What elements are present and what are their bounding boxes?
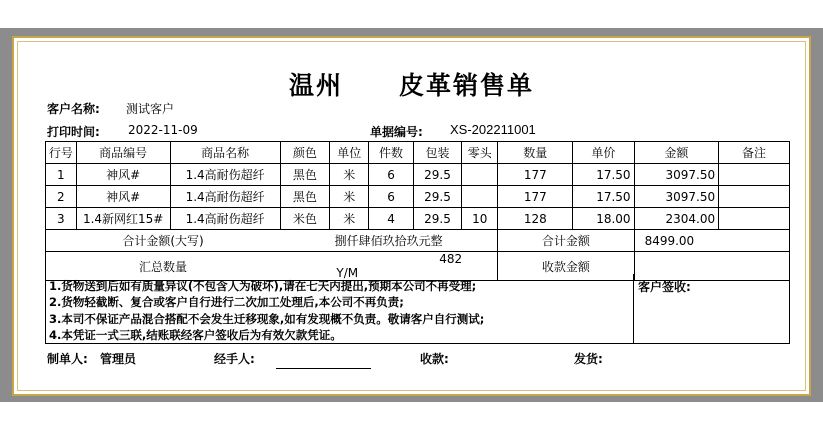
customer-value: 测试客户	[126, 102, 175, 116]
total-upper-label: 合计金额(大写)	[46, 230, 281, 252]
col-header: 行号	[46, 142, 77, 164]
cell: 米色	[280, 208, 330, 230]
handler-label: 经手人:	[214, 352, 255, 366]
payee-label: 收款:	[420, 352, 449, 366]
received-label: 收款金额	[498, 252, 634, 281]
sales-slip	[12, 36, 811, 396]
cell: 4	[369, 208, 413, 230]
table-header-row	[46, 142, 790, 164]
maker-value: 管理员	[100, 352, 137, 366]
cell: 神风#	[76, 164, 170, 186]
col-header: 商品名称	[170, 142, 280, 164]
customer-sign-label: 客户签收:	[638, 280, 691, 294]
col-header: 数量	[498, 142, 573, 164]
total-value: 8499.00	[634, 230, 789, 252]
print-time-value: 2022-11-09	[128, 123, 198, 137]
table-row	[46, 164, 790, 186]
total-amount-row	[46, 230, 790, 252]
term-item: 1.货物送到后如有质量异议(不包含人为破坏),请在七天内提出,预期本公司不再受理;	[49, 279, 477, 293]
cell: 3	[46, 208, 77, 230]
cell: 6	[369, 164, 413, 186]
cell: 29.5	[413, 208, 462, 230]
total-upper-value: 捌仟肆佰玖拾玖元整	[280, 230, 498, 252]
doc-no-label: 单据编号:	[370, 125, 423, 139]
cell: 1	[46, 164, 77, 186]
cell: 128	[498, 208, 573, 230]
table-row	[46, 208, 790, 230]
col-header: 件数	[369, 142, 413, 164]
shipper-label: 发货:	[574, 352, 603, 366]
cell	[719, 164, 790, 186]
cell: 1.4新网红15#	[76, 208, 170, 230]
cell: 1.4高耐伤超纤	[170, 164, 280, 186]
cell: 17.50	[573, 186, 634, 208]
col-header: 商品编号	[76, 142, 170, 164]
summary-unit: Y/M	[336, 266, 359, 280]
col-header: 包装	[413, 142, 462, 164]
cell: 2304.00	[634, 208, 719, 230]
items-table	[45, 141, 790, 281]
cell: 神风#	[76, 186, 170, 208]
table-row	[46, 186, 790, 208]
print-time-label: 打印时间:	[47, 125, 100, 139]
cell	[462, 186, 498, 208]
cell: 29.5	[413, 164, 462, 186]
cell	[462, 164, 498, 186]
col-header: 备注	[719, 142, 790, 164]
cell: 黑色	[280, 186, 330, 208]
term-item: 3.本司不保证产品混合搭配不会发生迁移现象,如有发现概不负责。敬请客户自行测试;	[49, 311, 485, 326]
cell: 3097.50	[634, 186, 719, 208]
term-item: 4.本凭证一式三联,结账联经客户签收后为有效欠款凭证。	[49, 327, 342, 342]
terms-box	[45, 274, 790, 344]
cell: 6	[369, 186, 413, 208]
cell: 2	[46, 186, 77, 208]
title-city: 温州	[288, 71, 343, 100]
col-header: 颜色	[280, 142, 330, 164]
cell: 29.5	[413, 186, 462, 208]
total-label: 合计金额	[498, 230, 634, 252]
summary-value: 482	[439, 252, 463, 266]
cell	[719, 208, 790, 230]
cell: 米	[330, 208, 369, 230]
cell: 1.4高耐伤超纤	[170, 208, 280, 230]
cell: 18.00	[573, 208, 634, 230]
cell	[719, 186, 790, 208]
terms-list	[49, 278, 484, 343]
col-header: 单价	[573, 142, 634, 164]
customer-label: 客户名称:	[47, 102, 100, 116]
cell: 17.50	[573, 164, 634, 186]
signature-divider	[633, 274, 634, 343]
document-title	[14, 66, 809, 102]
cell: 3097.50	[634, 164, 719, 186]
cell: 177	[498, 164, 573, 186]
cell: 177	[498, 186, 573, 208]
col-header: 零头	[462, 142, 498, 164]
col-header: 单位	[330, 142, 369, 164]
cell: 米	[330, 164, 369, 186]
cell: 米	[330, 186, 369, 208]
handler-signature-line	[276, 368, 371, 369]
summary-label: 汇总数量	[46, 252, 281, 281]
maker-label: 制单人:	[47, 352, 88, 366]
doc-no-value: XS-202211001	[450, 122, 536, 137]
col-header: 金额	[634, 142, 719, 164]
title-name: 皮革销售单	[399, 71, 535, 100]
cell: 黑色	[280, 164, 330, 186]
cell: 1.4高耐伤超纤	[170, 186, 280, 208]
cell: 10	[462, 208, 498, 230]
term-item: 2.货物轻截断、复合或客户自行进行二次加工处理后,本公司不再负责;	[49, 295, 404, 310]
